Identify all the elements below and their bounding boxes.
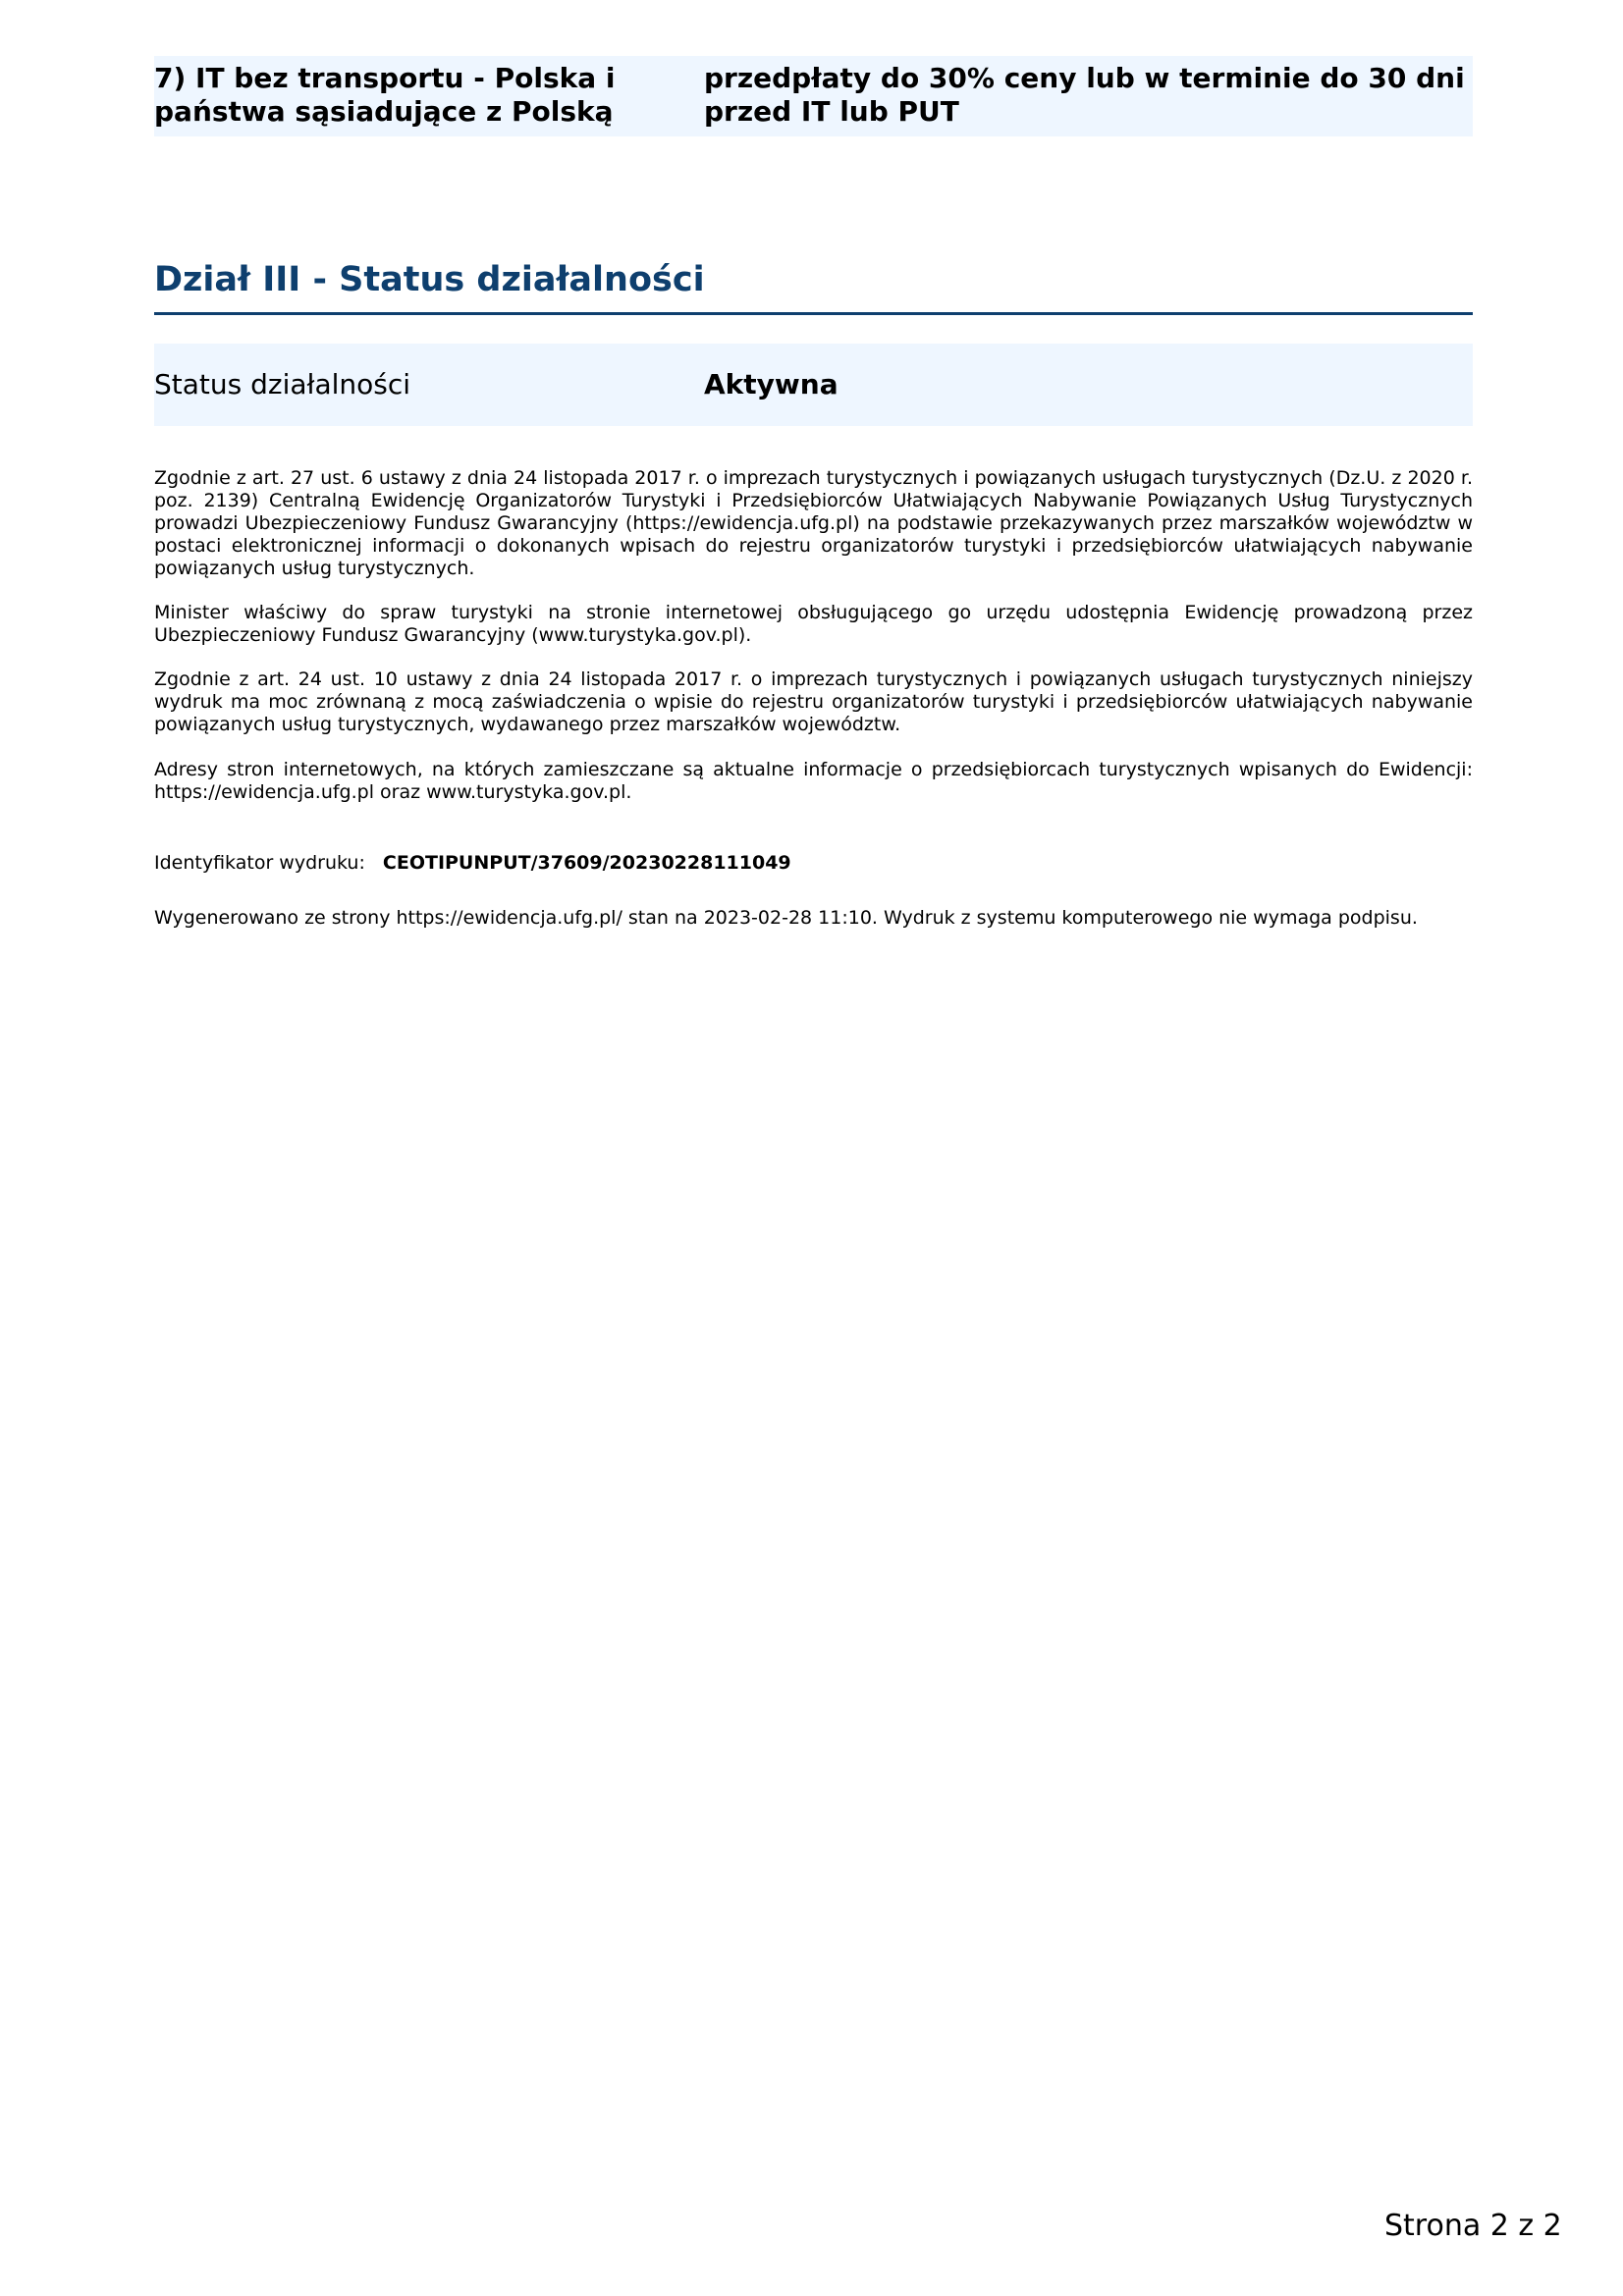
section-divider xyxy=(154,312,1473,315)
status-label: Status działalności xyxy=(154,368,411,400)
status-row xyxy=(154,344,1473,426)
page-number: Strona 2 z 2 xyxy=(1384,2209,1562,2243)
offer-row-value: przedpłaty do 30% ceny lub w terminie do 30 dni przed IT lub PUT xyxy=(704,62,1465,128)
legal-paragraph-websites: Adresy stron internetowych, na których zamieszczane są aktualne informacje o przedsiębiorcach turystycznych wpisanych do Ewidencji: https://ewidencja.ufg.pl oraz www.turystyka.gov.pl. xyxy=(154,759,1473,803)
generated-note: Wygenerowano ze strony https://ewidencja.ufg.pl/ stan na 2023-02-28 11:10. Wydruk z systemu komputerowego nie wymaga podpisu. xyxy=(154,907,1418,929)
printout-identifier xyxy=(154,851,791,875)
identifier-value: CEOTIPUNPUT/37609/20230228111049 xyxy=(382,852,791,874)
status-value: Aktywna xyxy=(704,368,839,400)
identifier-label: Identyfikator wydruku: xyxy=(154,852,365,874)
legal-paragraph-printout-validity: Zgodnie z art. 24 ust. 10 ustawy z dnia 24 listopada 2017 r. o imprezach turystycznych i powiązanych usługach turystycznych niniejszy wydruk ma moc zrównaną z mocą zaświadczenia o wpisie do rejestru organizatorów turystyki i przedsiębiorców ułatwiających nabywanie powiązanych usług turystycznych, wydawanego przez marszałków województw. xyxy=(154,668,1473,735)
section-title: Dział III - Status działalności xyxy=(154,260,705,299)
offer-table-row xyxy=(154,56,1473,136)
legal-paragraph-minister: Minister właściwy do spraw turystyki na stronie internetowej obsługującego go urzędu udostępnia Ewidencję prowadzoną przez Ubezpieczeniowy Fundusz Gwarancyjny (www.turystyka.gov.pl). xyxy=(154,602,1473,646)
offer-row-label: 7) IT bez transportu - Polska i państwa sąsiadujące z Polską xyxy=(154,62,616,128)
legal-paragraph-central-register: Zgodnie z art. 27 ust. 6 ustawy z dnia 24 listopada 2017 r. o imprezach turystycznych i powiązanych usługach turystycznych (Dz.U. z 2020 r. poz. 2139) Centralną Ewidencję Organizatorów Turystyki i Przedsiębiorców Ułatwiających Nabywanie Powiązanych Usług Turystycznych prowadzi Ubezpieczeniowy Fundusz Gwarancyjny (https://ewidencja.ufg.pl) na podstawie przekazywanych przez marszałków województw w postaci elektronicznej informacji o dokonanych wpisach do rejestru organizatorów turystyki i przedsiębiorców ułatwiających nabywanie powiązanych usług turystycznych. xyxy=(154,467,1473,579)
